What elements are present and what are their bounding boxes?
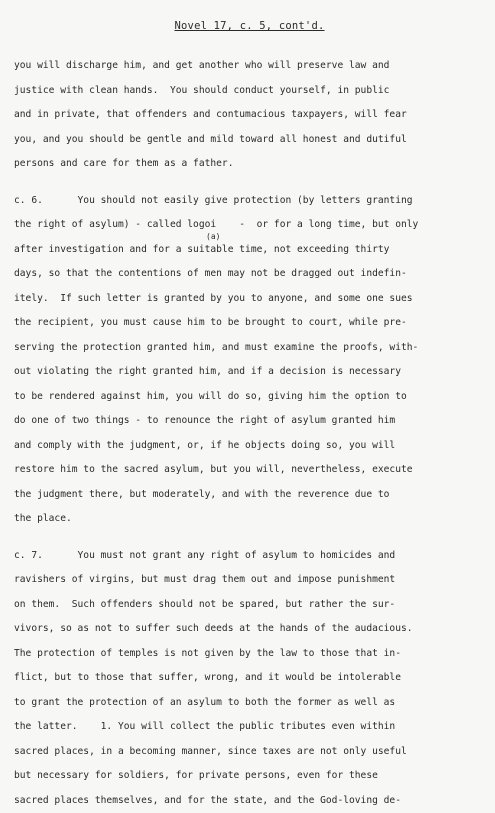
text-line: restore him to the sacred asylum, but you will, nevertheless, execute bbox=[14, 458, 485, 483]
text-line: do one of two things - to renounce the right of asylum granted him bbox=[14, 409, 485, 434]
text-line: itely. If such letter is granted by you to anyone, and some one sues bbox=[14, 287, 485, 312]
text-line: the right of asylum) - called logoi - or for a long time, but only bbox=[14, 213, 485, 238]
text-line: but necessary for soldiers, for private persons, even for these bbox=[14, 764, 485, 789]
text-line: persons and care for them as a father. bbox=[14, 152, 485, 177]
text-line: the latter. 1. You will collect the public tributes even within bbox=[14, 715, 485, 740]
text-line: and comply with the judgment, or, if he objects doing so, you will bbox=[14, 434, 485, 459]
text-line: sacred places themselves, and for the state, and the God-loving de- bbox=[14, 789, 485, 813]
text-line: the recipient, you must cause him to be brought to court, while pre- bbox=[14, 311, 485, 336]
page-header: Novel 17, c. 5, cont'd. bbox=[14, 20, 485, 32]
text-line: The protection of temples is not given by the law to those that in- bbox=[14, 642, 485, 667]
text-line: vivors, so as not to suffer such deeds at the hands of the audacious. bbox=[14, 617, 485, 642]
paragraph-intro bbox=[14, 54, 485, 177]
text-line: the place. bbox=[14, 507, 485, 532]
text-line: the judgment there, but moderately, and with the reverence due to bbox=[14, 483, 485, 508]
paragraph-c7 bbox=[14, 544, 485, 813]
paragraph-c6 bbox=[14, 189, 485, 532]
text-line: to grant the protection of an asylum to both the former as well as bbox=[14, 691, 485, 716]
text-line: out violating the right granted him, and if a decision is necessary bbox=[14, 360, 485, 385]
text-line: c. 6. You should not easily give protection (by letters granting bbox=[14, 189, 485, 214]
text-line: after investigation and for a suitable time, not exceeding thirty bbox=[14, 238, 485, 263]
text-line: ravishers of virgins, but must drag them out and impose punishment bbox=[14, 568, 485, 593]
text-line: on them. Such offenders should not be spared, but rather the sur- bbox=[14, 593, 485, 618]
text-line: you, and you should be gentle and mild toward all honest and dutiful bbox=[14, 128, 485, 153]
text-line: and in private, that offenders and contumacious taxpayers, will fear bbox=[14, 103, 485, 128]
text-line: justice with clean hands. You should conduct yourself, in public bbox=[14, 79, 485, 104]
footnote-marker: (a) bbox=[206, 232, 220, 241]
text-line: c. 7. You must not grant any right of asylum to homicides and bbox=[14, 544, 485, 569]
text-line: flict, but to those that suffer, wrong, and it would be intolerable bbox=[14, 666, 485, 691]
text-line: you will discharge him, and get another who will preserve law and bbox=[14, 54, 485, 79]
text-line: to be rendered against him, you will do so, giving him the option to bbox=[14, 385, 485, 410]
text-line: serving the protection granted him, and must examine the proofs, with- bbox=[14, 336, 485, 361]
text-line: days, so that the contentions of men may not be dragged out indefin- bbox=[14, 262, 485, 287]
text-line: sacred places, in a becoming manner, since taxes are not only useful bbox=[14, 740, 485, 765]
